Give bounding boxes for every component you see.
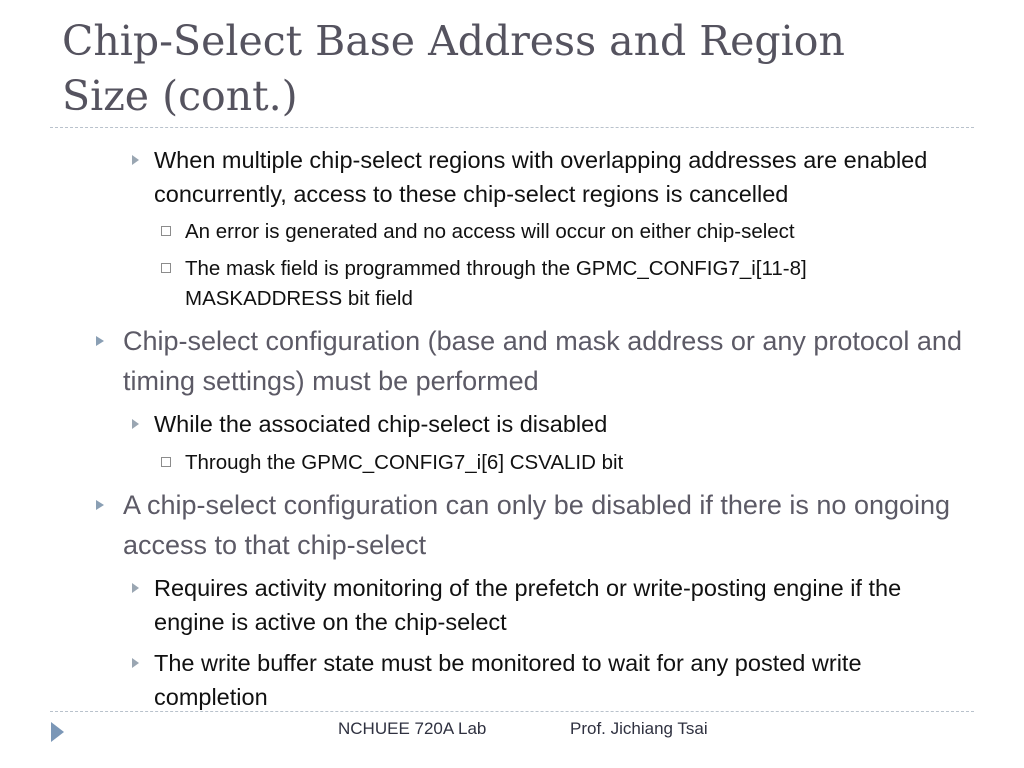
play-arrow-icon[interactable] xyxy=(51,722,64,742)
slide-title-line-2: Size (cont.) xyxy=(62,72,298,120)
bullet-arrow-icon xyxy=(132,155,139,165)
bullet-item-level-1 xyxy=(123,321,963,401)
footer-divider xyxy=(50,711,974,712)
bullet-item-level-1 xyxy=(123,485,963,565)
bullet-text: A chip-select configuration can only be disabled if there is no ongoing access to that chip-select xyxy=(123,490,951,560)
slide-title xyxy=(62,14,962,124)
bullet-item-level-2 xyxy=(154,143,974,211)
bullet-text: Chip-select configuration (base and mask address or any protocol and timing settings) must be performed xyxy=(123,326,962,396)
bullet-arrow-icon xyxy=(132,419,139,429)
footer-lab-name: NCHUEE 720A Lab xyxy=(338,719,487,738)
bullet-arrow-icon xyxy=(96,500,104,510)
bullet-item-level-3 xyxy=(185,217,945,247)
bullet-text: When multiple chip-select regions with overlapping addresses are enabled concurrently, access to these chip-select regions is cancelled xyxy=(154,147,928,207)
slide-title-line-1: Chip-Select Base Address and Region xyxy=(62,17,845,65)
bullet-text: An error is generated and no access will occur on either chip-select xyxy=(185,220,795,243)
bullet-arrow-icon xyxy=(132,583,139,593)
bullet-item-level-3 xyxy=(185,254,945,314)
bullet-arrow-icon xyxy=(132,658,139,668)
bullet-item-level-3 xyxy=(185,448,945,478)
bullet-text: While the associated chip-select is disabled xyxy=(154,411,608,437)
bullet-text: The write buffer state must be monitored to wait for any posted write completion xyxy=(154,650,862,710)
bullet-square-icon xyxy=(161,263,171,273)
footer-author: Prof. Jichiang Tsai xyxy=(570,719,708,738)
title-divider xyxy=(50,127,974,128)
bullet-item-level-2 xyxy=(154,571,974,639)
bullet-square-icon xyxy=(161,226,171,236)
bullet-arrow-icon xyxy=(96,336,104,346)
bullet-text: Through the GPMC_CONFIG7_i[6] CSVALID bit xyxy=(185,451,624,474)
bullet-square-icon xyxy=(161,457,171,467)
bullet-item-level-2 xyxy=(154,407,974,441)
bullet-text: Requires activity monitoring of the prefetch or write-posting engine if the engine is active on the chip-select xyxy=(154,575,902,635)
bullet-item-level-2 xyxy=(154,646,974,714)
bullet-text: The mask field is programmed through the GPMC_CONFIG7_i[11-8] MASKADDRESS bit field xyxy=(185,257,807,310)
